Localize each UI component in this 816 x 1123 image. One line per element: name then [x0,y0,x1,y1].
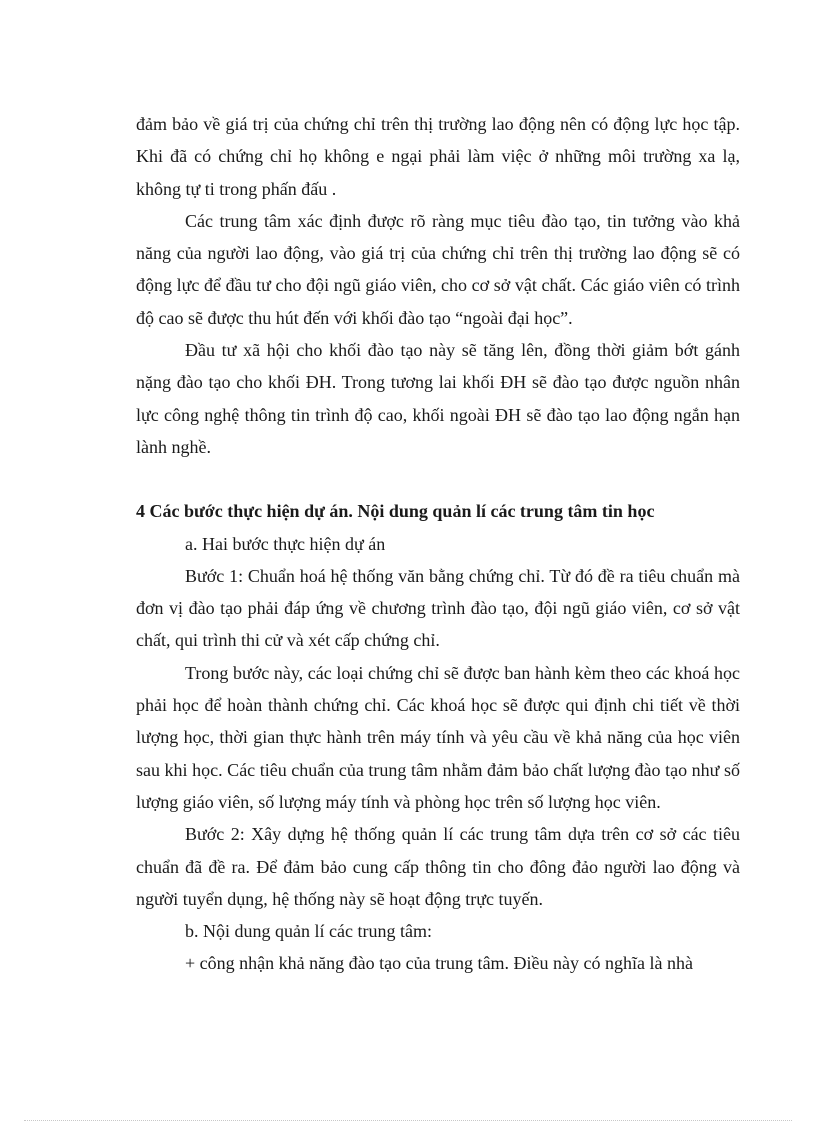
paragraph-certificate-value: đảm bảo về giá trị của chứng chỉ trên thị trường lao động nên có động lực học tập. Khi đã có chứng chỉ họ không e ngại phải làm việc ở những môi trường xa lạ, không tự ti trong phấn đấu . [136,114,740,199]
paragraph-management-item: + công nhận khả năng đào tạo của trung tâm. Điều này có nghĩa là nhà [185,953,693,974]
paragraph-step-2: Bước 2: Xây dựng hệ thống quản lí các trung tâm dựa trên cơ sở các tiêu chuẩn đã đề ra. Để đảm bảo cung cấp thông tin cho đông đảo người lao động và người tuyển dụng, hệ thống này sẽ hoạt động trực tuyến. [136,824,740,909]
paragraph-step-1-detail: Trong bước này, các loại chứng chỉ sẽ được ban hành kèm theo các khoá học phải học để hoàn thành chứng chỉ. Các khoá học sẽ được qui định chi tiết về thời lượng học, thời gian thực hành trên máy tính và yêu cầu về khả năng của học viên sau khi học. Các tiêu chuẩn của trung tâm nhằm đảm bảo chất lượng đào tạo như số lượng giáo viên, số lượng máy tính và phòng học trên số lượng học viên. [136,662,740,812]
document-body [136,108,740,980]
paragraph-step-1: Bước 1: Chuẩn hoá hệ thống văn bằng chứng chỉ. Từ đó đề ra tiêu chuẩn mà đơn vị đào tạo phải đáp ứng về chương trình đào tạo, đội ngũ giáo viên, cơ sở vật chất, qui trình thi cử và xét cấp chứng chỉ. [136,565,740,651]
subheading-a: a. Hai bước thực hiện dự án [185,533,386,554]
subheading-b: b. Nội dung quản lí các trung tâm: [185,921,432,942]
paragraph-social-investment: Đầu tư xã hội cho khối đào tạo này sẽ tăng lên, đồng thời giảm bớt gánh nặng đào tạo cho khối ĐH. Trong tương lai khối ĐH sẽ đào tạo được nguồn nhân lực công nghệ thông tin trình độ cao, khối ngoài ĐH sẽ đào tạo lao động ngắn hạn lành nghề. [136,340,740,457]
paragraph-training-centers: Các trung tâm xác định được rõ ràng mục tiêu đào tạo, tin tưởng vào khả năng của người lao động, vào giá trị của chứng chỉ trên thị trường lao động sẽ có động lực để đầu tư cho đội ngũ giáo viên, cho cơ sở vật chất. Các giáo viên có trình độ cao sẽ được thu hút đến với khối đào tạo “ngoài đại học”. [136,210,740,328]
page-bottom-divider [24,1120,792,1121]
section-heading: 4 Các bước thực hiện dự án. Nội dung quản lí các trung tâm tin học [136,501,655,522]
